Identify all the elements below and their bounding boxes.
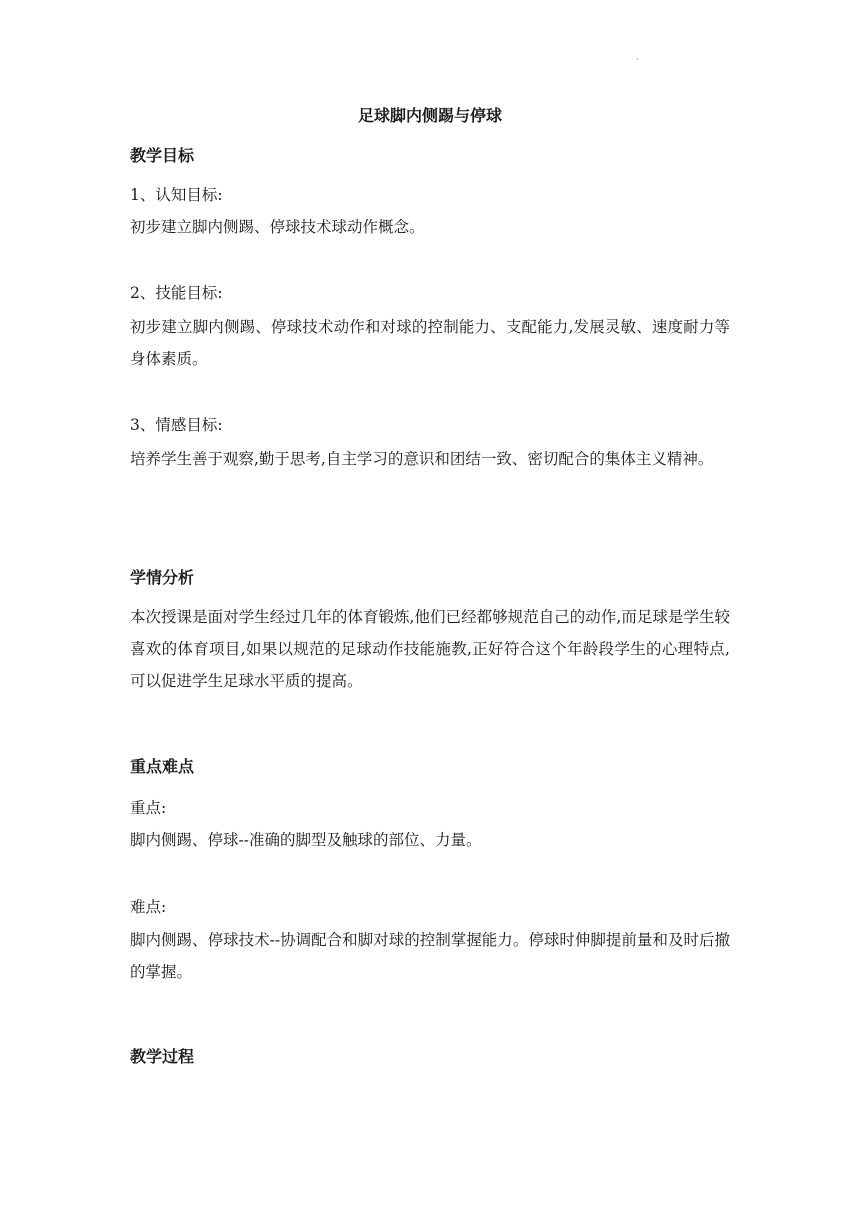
emotion-text: 培养学生善于观察,勤于思考,自主学习的意识和团结一致、密切配合的集体主义精神。 [130,450,714,468]
header-mark: · [636,55,639,64]
difficulty-text: 脚内侧踢、停球技术--协调配合和脚对球的控制掌握能力。停球时伸脚提前量和及时后撤的掌握。 [130,931,730,981]
skill-label: 2、技能目标: [130,284,223,302]
cognitive-text: 初步建立脚内侧踢、停球技术球动作概念。 [130,218,425,236]
heading-process: 教学过程 [130,1047,195,1066]
document-title: 足球脚内侧踢与停球 [357,106,502,125]
difficulty-label: 难点: [130,898,167,916]
cognitive-label: 1、认知目标: [130,186,223,204]
heading-objectives: 教学目标 [130,146,195,165]
focus-text: 脚内侧踢、停球--准确的脚型及触球的部位、力量。 [130,831,482,849]
analysis-text: 本次授课是面对学生经过几年的体育锻炼,他们已经都够规范自己的动作,而足球是学生较喜欢的体育项目,如果以规范的足球动作技能施教,正好符合这个年龄段学生的心理特点,可以促进学生足球水平质的提高。 [130,608,730,690]
heading-analysis: 学情分析 [130,568,195,587]
skill-text: 初步建立脚内侧踢、停球技术动作和对球的控制能力、支配能力,发展灵敏、速度耐力等身体素质。 [130,318,730,368]
heading-key-points: 重点难点 [130,757,195,776]
emotion-label: 3、情感目标: [130,416,223,434]
focus-label: 重点: [130,799,167,817]
